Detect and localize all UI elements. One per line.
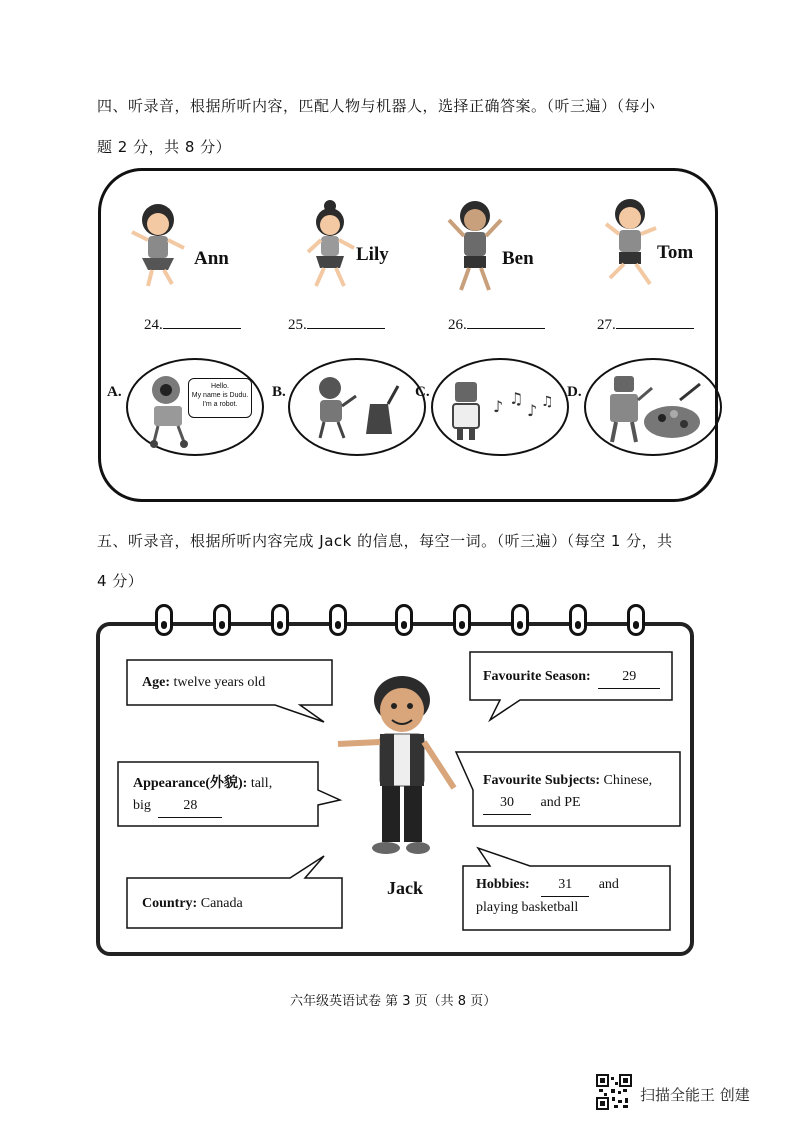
speech-line: My name is Dudu.: [191, 392, 249, 399]
country-bubble: [142, 893, 243, 915]
hobbies-label: Hobbies:: [476, 877, 530, 892]
favourite-subjects-value: Chinese,: [603, 773, 653, 788]
speech-line: Hello.: [211, 383, 229, 390]
svg-text:♪: ♪: [493, 397, 504, 416]
robot-letter-b: B.: [272, 384, 286, 400]
page-footer: 六年级英语试卷 第 3 页（共 8 页）: [290, 994, 497, 1009]
appearance-value: tall,: [250, 776, 273, 791]
favourite-subjects-suffix: and PE: [540, 795, 581, 810]
blank-number: 26.: [448, 317, 467, 333]
age-label: Age:: [142, 675, 170, 690]
robot-letter-d: D.: [567, 384, 582, 400]
answer-blank-31[interactable]: 31: [541, 874, 589, 897]
blank-number: 25.: [288, 317, 307, 333]
section5-instruction-line1: 五、听录音，根据所听内容完成 Jack 的信息，每空一词。（听三遍）（每空 1 分，共: [97, 532, 673, 550]
section5-instruction-line2: 4 分）: [97, 572, 144, 590]
blank-number: 27.: [597, 317, 616, 333]
section4-instruction-line2: 题 2 分，共 8 分）: [97, 138, 232, 156]
character-name-lily: Lily: [356, 244, 389, 265]
answer-blank-30[interactable]: 30: [483, 792, 531, 815]
character-name-tom: Tom: [657, 242, 694, 263]
section4-instruction-line1: 四、听录音，根据所听内容，匹配人物与机器人，选择正确答案。（听三遍）（每小: [97, 97, 656, 115]
blank-number: 24.: [144, 317, 163, 333]
age-value: twelve years old: [173, 675, 266, 690]
appearance-label: Appearance(外貌):: [133, 776, 248, 791]
svg-text:♫: ♫: [509, 389, 524, 408]
appearance-line2-prefix: big: [133, 798, 151, 813]
jack-illustration: [330, 670, 466, 866]
svg-text:♫: ♫: [541, 394, 554, 410]
jack-name-label: Jack: [387, 878, 423, 898]
speech-line: I'm a robot.: [202, 401, 238, 408]
answer-blank-29[interactable]: 29: [598, 666, 660, 689]
hobbies-line2: playing basketball: [476, 900, 579, 915]
favourite-subjects-label: Favourite Subjects:: [483, 773, 601, 788]
favourite-season-bubble: [483, 666, 660, 689]
robot-letter-a: A.: [107, 384, 122, 400]
country-value: Canada: [200, 896, 243, 911]
robot-letter-c: C.: [415, 384, 430, 400]
favourite-subjects-bubble: [483, 770, 652, 815]
answer-blank-28[interactable]: 28: [158, 795, 222, 818]
character-name-ann: Ann: [194, 248, 229, 269]
hobbies-bubble: [476, 874, 619, 919]
hobbies-suffix: and: [598, 877, 619, 892]
appearance-bubble: [133, 773, 272, 818]
favourite-season-label: Favourite Season:: [483, 669, 591, 684]
age-bubble: [142, 672, 265, 694]
character-name-ben: Ben: [502, 248, 534, 269]
scanner-watermark: 扫描全能王 创建: [640, 1086, 750, 1104]
svg-text:♪: ♪: [527, 401, 538, 420]
country-label: Country:: [142, 896, 198, 911]
qr-code-icon: [596, 1074, 632, 1110]
